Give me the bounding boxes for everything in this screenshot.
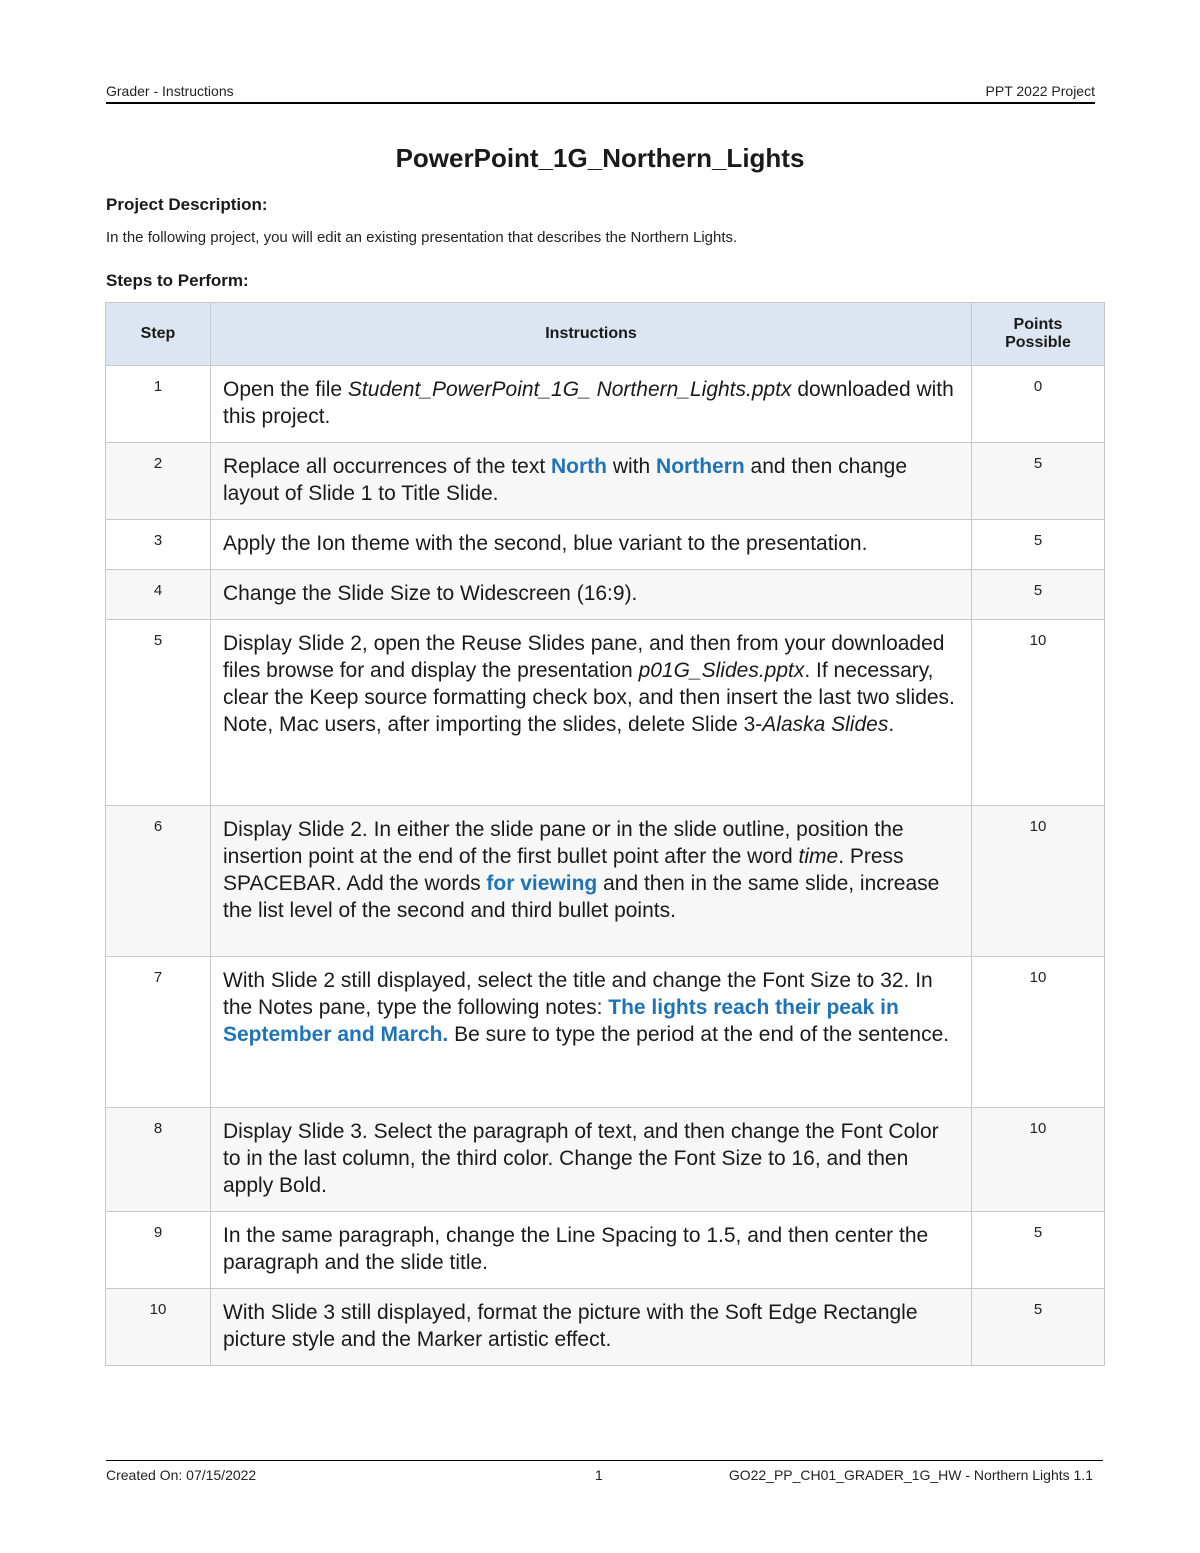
table-row xyxy=(106,1108,1105,1212)
italic-text: Alaska Slides xyxy=(762,713,889,736)
highlighted-text: North xyxy=(551,455,608,478)
header-points xyxy=(972,303,1105,366)
instruction-text: Open the file xyxy=(223,378,348,401)
points-possible: 10 xyxy=(972,806,1105,957)
instruction-text: . Press SPACEBAR. Add the words xyxy=(223,845,904,895)
instruction-text: With Slide 3 still displayed, format the picture with the Soft Edge Rectangle picture style and the Marker artistic effect. xyxy=(223,1301,918,1351)
step-instructions xyxy=(211,520,972,570)
step-instructions xyxy=(211,1108,972,1212)
header-instructions: Instructions xyxy=(211,303,972,366)
table-row xyxy=(106,443,1105,520)
step-number: 2 xyxy=(106,443,211,520)
points-possible: 5 xyxy=(972,443,1105,520)
step-number: 9 xyxy=(106,1212,211,1289)
instruction-text: In the same paragraph, change the Line Spacing to 1.5, and then center the paragraph and the slide title. xyxy=(223,1224,929,1274)
points-possible: 5 xyxy=(972,570,1105,620)
highlighted-text: for viewing xyxy=(486,872,598,895)
step-number: 5 xyxy=(106,620,211,806)
instruction-text: Be sure to type the period at the end of the sentence. xyxy=(448,1023,950,1046)
table-row xyxy=(106,806,1105,957)
project-description-text: In the following project, you will edit an existing presentation that describes the Northern Lights. xyxy=(106,229,738,246)
steps-label: Steps to Perform: xyxy=(106,271,249,290)
instruction-text: Display Slide 2, open the Reuse Slides pane, and then from your downloaded files browse for and display the presentation xyxy=(223,632,945,682)
step-instructions xyxy=(211,1212,972,1289)
step-number: 4 xyxy=(106,570,211,620)
italic-text: time xyxy=(798,845,839,868)
header-points-line2: Possible xyxy=(1005,334,1071,351)
step-instructions xyxy=(211,957,972,1108)
highlighted-text: Northern xyxy=(656,455,745,478)
table-row xyxy=(106,1289,1105,1366)
table-row xyxy=(106,520,1105,570)
instruction-text: with xyxy=(607,455,657,478)
project-description-label: Project Description: xyxy=(106,195,268,214)
header-step: Step xyxy=(106,303,211,366)
footer-page-number: 1 xyxy=(595,1467,603,1483)
table-row xyxy=(106,366,1105,443)
step-instructions xyxy=(211,366,972,443)
points-possible: 10 xyxy=(972,957,1105,1108)
points-possible: 5 xyxy=(972,520,1105,570)
points-possible: 5 xyxy=(972,1212,1105,1289)
italic-text: Student_PowerPoint_1G_ Northern_Lights.pptx xyxy=(347,378,792,401)
highlighted-text: The lights reach their peak in September and March. xyxy=(223,996,899,1046)
page-header xyxy=(106,82,1095,104)
instruction-text: downloaded with this project. xyxy=(223,378,954,428)
step-number: 10 xyxy=(106,1289,211,1366)
instruction-text: Replace all occurrences of the text xyxy=(223,455,552,478)
steps-table-body xyxy=(106,366,1105,1366)
header-right-text: PPT 2022 Project xyxy=(985,83,1095,99)
instruction-text: Change the Slide Size to Widescreen (16:9). xyxy=(223,582,638,605)
footer-document-id: GO22_PP_CH01_GRADER_1G_HW - Northern Lights 1.1 xyxy=(728,1467,1093,1483)
header-left-text: Grader - Instructions xyxy=(106,83,234,99)
instruction-text: . xyxy=(888,713,895,736)
step-number: 7 xyxy=(106,957,211,1108)
steps-table xyxy=(105,302,1105,1366)
step-instructions xyxy=(211,443,972,520)
instruction-text: and then in the same slide, increase the list level of the second and third bullet points. xyxy=(223,872,940,922)
step-instructions xyxy=(211,620,972,806)
instruction-text: Apply the Ion theme with the second, blue variant to the presentation. xyxy=(223,532,868,555)
instruction-text: With Slide 2 still displayed, select the title and change the Font Size to 32. In the Notes pane, type the following notes: xyxy=(223,969,933,1019)
document-title: PowerPoint_1G_Northern_Lights xyxy=(395,143,805,173)
points-possible: 0 xyxy=(972,366,1105,443)
points-possible: 10 xyxy=(972,1108,1105,1212)
step-instructions xyxy=(211,806,972,957)
step-number: 8 xyxy=(106,1108,211,1212)
table-row xyxy=(106,1212,1105,1289)
points-possible: 10 xyxy=(972,620,1105,806)
instruction-text: . If necessary, clear the Keep source formatting check box, and then insert the last two slides. xyxy=(223,659,955,709)
page-footer xyxy=(106,1460,1103,1485)
table-row xyxy=(106,570,1105,620)
italic-text: p01G_Slides.pptx xyxy=(638,659,805,682)
step-number: 1 xyxy=(106,366,211,443)
instruction-text: and then change layout of Slide 1 to Title Slide. xyxy=(223,455,908,505)
points-possible: 5 xyxy=(972,1289,1105,1366)
table-row xyxy=(106,620,1105,806)
table-row xyxy=(106,957,1105,1108)
footer-created-on: Created On: 07/15/2022 xyxy=(106,1467,257,1483)
instruction-text: Note, Mac users, after importing the slides, delete Slide 3- xyxy=(223,713,763,736)
step-number: 3 xyxy=(106,520,211,570)
instruction-text: Display Slide 2. In either the slide pane or in the slide outline, position the insertion point at the end of the first bullet point after the word xyxy=(223,818,904,868)
step-number: 6 xyxy=(106,806,211,957)
table-header-row xyxy=(106,303,1105,366)
header-points-line1: Points xyxy=(1013,316,1063,333)
step-instructions xyxy=(211,1289,972,1366)
instruction-text: Display Slide 3. Select the paragraph of text, and then change the Font Color to in the last column, the third color. Change the Font Size to 16, and then apply Bold. xyxy=(223,1120,939,1197)
step-instructions xyxy=(211,570,972,620)
